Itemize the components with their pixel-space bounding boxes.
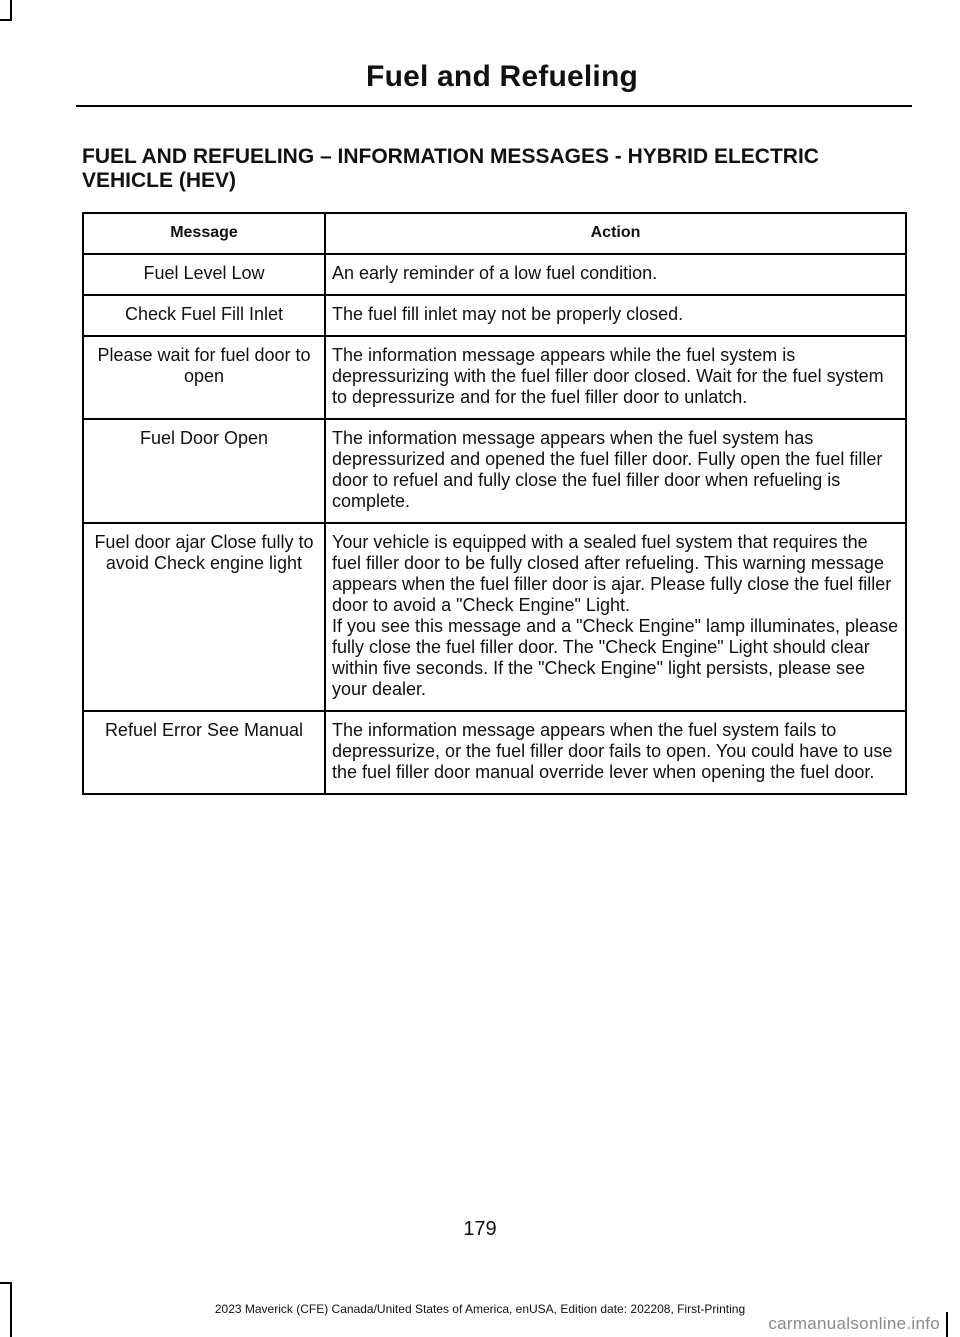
column-header-message: Message: [83, 213, 325, 254]
action-text: The fuel fill inlet may not be properly closed.: [332, 304, 684, 324]
action-cell: [325, 419, 906, 523]
action-text: An early reminder of a low fuel condition.: [332, 263, 658, 283]
message-cell: Please wait for fuel door to open: [83, 336, 325, 419]
information-messages-table: [82, 212, 907, 795]
table-row: [83, 295, 906, 336]
message-cell: Fuel Level Low: [83, 254, 325, 295]
action-cell: [325, 295, 906, 336]
page-number: 179: [463, 1218, 497, 1240]
message-cell: Fuel Door Open: [83, 419, 325, 523]
action-text: The information message appears when the fuel system has depressurized and opened the fuel filler door. Fully open the fuel filler door to refuel and fully close the fuel filler door when refueling is complete.: [332, 428, 883, 511]
table-row: [83, 336, 906, 419]
message-cell: Refuel Error See Manual: [83, 711, 325, 794]
action-text: The information message appears while the fuel system is depressurizing with the fuel filler door closed. Wait for the fuel system to depressurize and for the fuel filler door to unlatch.: [332, 345, 884, 407]
action-text: Your vehicle is equipped with a sealed fuel system that requires the fuel filler door to be fully closed after refueling. This warning message appears when the fuel filler door is ajar. Please fully close the fuel filler door to avoid a "Check Engine" Light.: [332, 532, 892, 615]
message-cell: Check Fuel Fill Inlet: [83, 295, 325, 336]
watermark-text[interactable]: carmanualsonline.info: [768, 1314, 940, 1333]
crop-mark: [10, 0, 12, 20]
action-text: The information message appears when the fuel system fails to depressurize, or the fuel filler door fails to open. You could have to use the fuel filler door manual override lever when opening the fuel door.: [332, 720, 893, 782]
action-cell: [325, 711, 906, 794]
crop-mark: [0, 19, 12, 21]
table-row: [83, 523, 906, 711]
table-row: [83, 254, 906, 295]
column-header-action: Action: [325, 213, 906, 254]
section-heading: FUEL AND REFUELING – INFORMATION MESSAGES - HYBRID ELECTRIC VEHICLE (HEV): [82, 145, 819, 192]
action-text: If you see this message and a "Check Engine" lamp illuminates, please fully close the fuel filler door. The "Check Engine" Light should clear within five seconds. If the "Check Engine" light persists, please see your dealer.: [332, 616, 899, 699]
message-cell: Fuel door ajar Close fully to avoid Check engine light: [83, 523, 325, 711]
crop-mark: [0, 1282, 12, 1284]
action-cell: [325, 336, 906, 419]
action-cell: [325, 254, 906, 295]
action-cell: [325, 523, 906, 711]
table-row: [83, 711, 906, 794]
table-row: [83, 419, 906, 523]
header-divider: [76, 105, 912, 107]
table-header-row: [83, 213, 906, 254]
edition-footer: 2023 Maverick (CFE) Canada/United States of America, enUSA, Edition date: 202208, First-Printing: [214, 1302, 746, 1316]
page-header-title: Fuel and Refueling: [366, 60, 638, 93]
